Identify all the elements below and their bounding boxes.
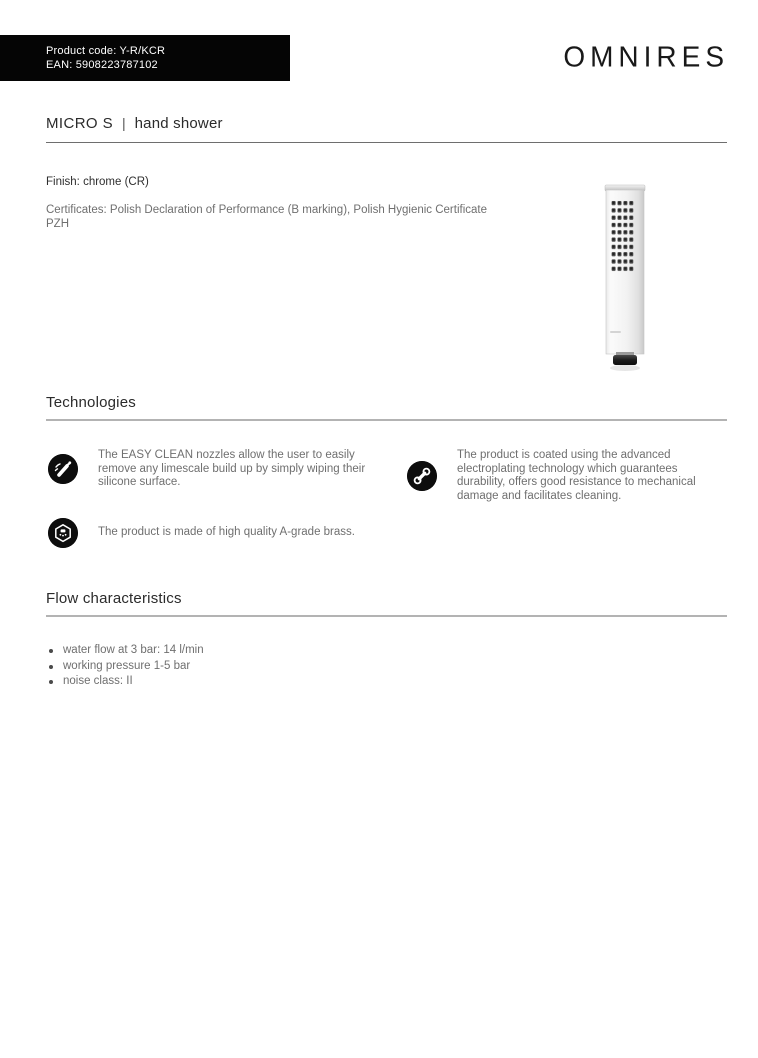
product-category: hand shower [134,115,223,132]
flow-list-item: noise class: II [46,674,546,690]
finish-text: Finish: chrome (CR) [46,176,149,188]
flow-characteristics-heading: Flow characteristics [46,590,727,617]
tech-item-brass [48,518,368,548]
tech-item-text: The product is coated using the advanced electroplating technology which guarantees durability, offers good resistance to mechanical damage and facilitates cleaning. [457,449,696,503]
flow-characteristics-list [46,643,546,690]
flow-list-item: working pressure 1-5 bar [46,659,546,675]
electroplating-link-icon [407,461,437,491]
tech-item-text: The EASY CLEAN nozzles allow the user to easily remove any limescale build up by simply wiping their silicone surface. [98,449,366,489]
certificates-text: Certificates: Polish Declaration of Performance (B marking), Polish Hygienic Certificate PZH [46,204,487,230]
title-divider: | [121,115,126,131]
product-code-text: Product code: Y-R/KCR [46,45,166,57]
tech-item-easy-clean [48,449,368,490]
brand-logo: OMNIRES [563,40,729,73]
hand-shower-product-image [592,179,658,374]
technologies-heading: Technologies [46,394,727,421]
flow-list-item: water flow at 3 bar: 14 l/min [46,643,546,659]
easy-clean-wipe-icon [48,454,78,484]
product-title-block [46,115,727,143]
tech-item-text: The product is made of high quality A-grade brass. [98,526,355,538]
product-name: MICRO S [46,115,113,132]
ean-text: EAN: 5908223787102 [46,59,158,71]
product-code-box [0,35,290,81]
brass-hexagon-icon [48,518,78,548]
tech-item-electroplating [407,449,729,504]
